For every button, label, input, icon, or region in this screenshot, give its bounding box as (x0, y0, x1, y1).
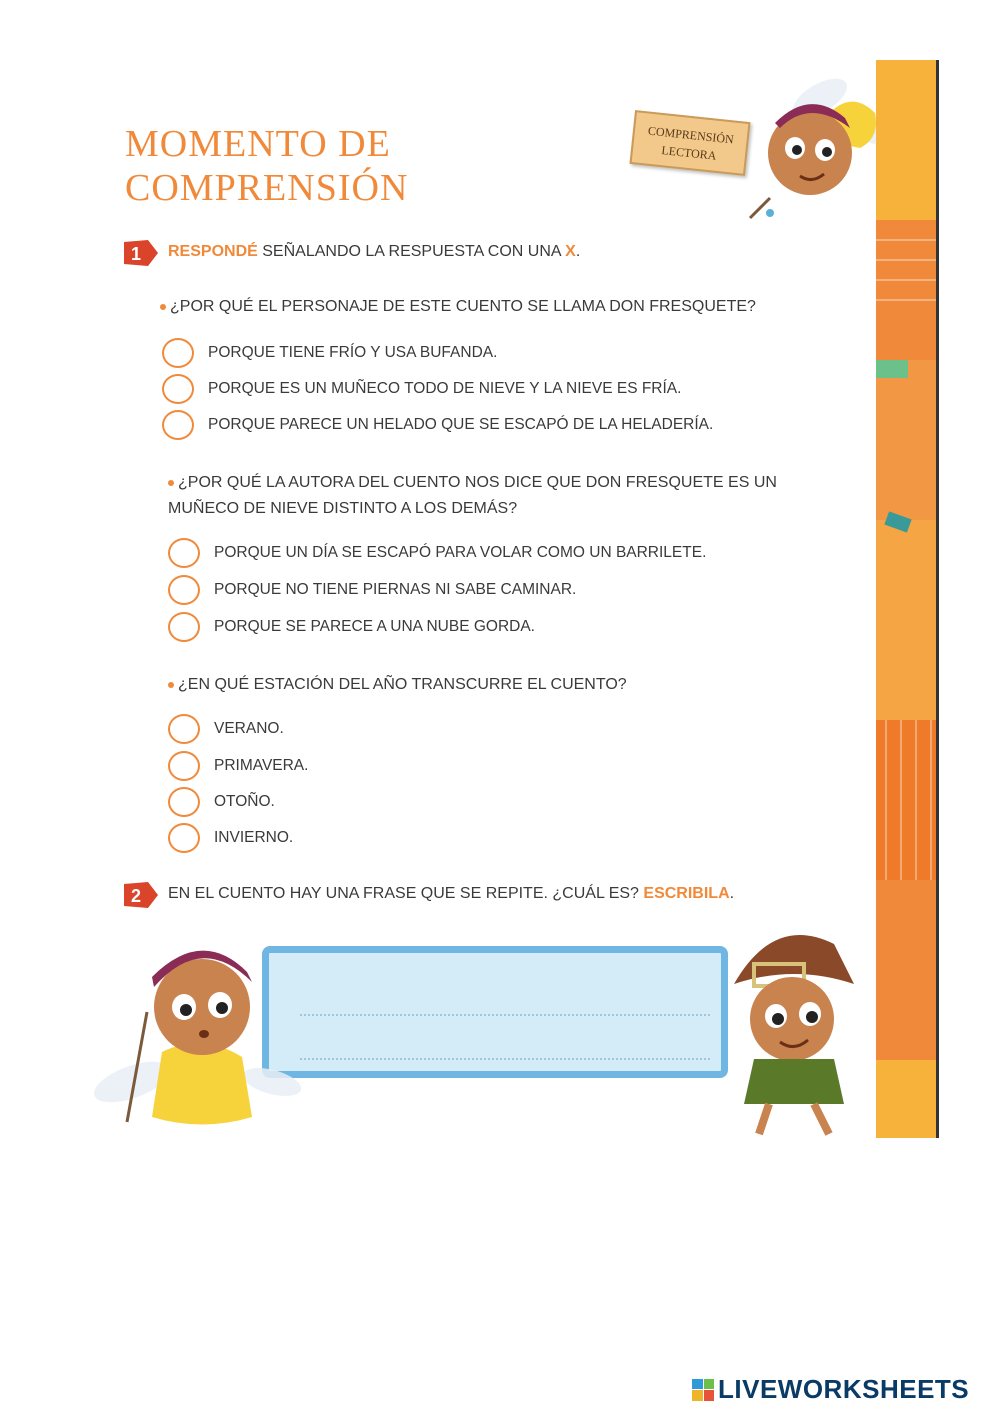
instruction-text: EN EL CUENTO HAY UNA FRASE QUE SE REPITE. ¿CUÁL ES? (168, 885, 644, 902)
option-label: PORQUE NO TIENE PIERNAS NI SABE CAMINAR. (214, 581, 577, 598)
instruction-highlight: ESCRIBILA (643, 885, 730, 902)
answer-checkbox[interactable] (168, 787, 200, 817)
badge-line-2: LECTORA (660, 143, 718, 163)
instruction-end: . (575, 243, 581, 260)
question-3 (168, 672, 627, 698)
question-3-option-3[interactable] (168, 786, 275, 818)
page-title (125, 122, 408, 210)
liveworksheets-logo-icon (692, 1379, 714, 1401)
liveworksheets-logo (692, 1374, 969, 1405)
option-label: PORQUE PARECE UN HELADO QUE SE ESCAPÓ DE LA HELADERÍA. (208, 416, 714, 433)
option-label: PRIMAVERA. (214, 757, 309, 774)
answer-checkbox[interactable] (168, 538, 200, 568)
answer-checkbox[interactable] (162, 374, 194, 404)
option-label: OTOÑO. (214, 793, 275, 810)
answer-checkbox[interactable] (168, 612, 200, 642)
answer-checkbox[interactable] (168, 575, 200, 605)
answer-checkbox[interactable] (168, 823, 200, 853)
instruction-text: SEÑALANDO LA RESPUESTA CON UNA (257, 243, 566, 260)
decorative-side-strip (876, 60, 938, 1138)
bullet-icon (160, 304, 166, 310)
title-line-2: COMPRENSIÓN (125, 167, 409, 209)
badge-line-1: COMPRENSIÓN (647, 123, 735, 147)
instruction-highlight: RESPONDÉ (168, 243, 258, 260)
option-label: PORQUE UN DÍA SE ESCAPÓ PARA VOLAR COMO UN BARRILETE. (214, 544, 707, 561)
bullet-icon (168, 682, 174, 688)
question-2-option-3[interactable] (168, 611, 535, 643)
logo-text: LIVEWORKSHEETS (718, 1374, 970, 1404)
question-1-option-1[interactable] (162, 337, 497, 369)
answer-line-2[interactable] (300, 1058, 710, 1060)
option-label: PORQUE TIENE FRÍO Y USA BUFANDA. (208, 344, 498, 361)
instruction-mark: X (565, 243, 576, 260)
question-1-option-3[interactable] (162, 409, 713, 441)
answer-checkbox[interactable] (162, 338, 194, 368)
option-label: PORQUE ES UN MUÑECO TODO DE NIEVE Y LA NIEVE ES FRÍA. (208, 380, 682, 397)
answer-checkbox[interactable] (168, 751, 200, 781)
question-1-text: ¿POR QUÉ EL PERSONAJE DE ESTE CUENTO SE LLAMA DON FRESQUETE? (170, 298, 756, 315)
elf-right-illustration (714, 924, 874, 1139)
fairy-left-illustration (92, 932, 302, 1137)
question-2-text-line-1: ¿POR QUÉ LA AUTORA DEL CUENTO NOS DICE QUE DON FRESQUETE ES UN (178, 474, 777, 491)
answer-line-1[interactable] (300, 1014, 710, 1016)
question-3-option-4[interactable] (168, 822, 293, 854)
question-2 (168, 470, 777, 522)
section-2-number-text: 2 (130, 886, 142, 906)
question-3-text: ¿EN QUÉ ESTACIÓN DEL AÑO TRANSCURRE EL CUENTO? (178, 676, 627, 693)
section-2-number (120, 880, 160, 910)
section-2-instruction (168, 885, 734, 903)
instruction-end: . (729, 885, 735, 902)
question-2-option-1[interactable] (168, 537, 706, 569)
section-1-number (120, 238, 160, 268)
question-2-text-line-2: MUÑECO DE NIEVE DISTINTO A LOS DEMÁS? (168, 500, 518, 517)
section-1-instruction (168, 243, 580, 261)
question-3-option-2[interactable] (168, 750, 308, 782)
question-1-option-2[interactable] (162, 373, 681, 405)
page-edge-line (936, 60, 939, 1138)
answer-checkbox[interactable] (162, 410, 194, 440)
option-label: VERANO. (214, 720, 284, 737)
answer-checkbox[interactable] (168, 714, 200, 744)
option-label: INVIERNO. (214, 829, 294, 846)
title-line-1: MOMENTO DE (125, 123, 391, 165)
question-1 (160, 294, 756, 320)
section-1-number-text: 1 (130, 244, 142, 264)
comprension-lectora-badge (629, 110, 750, 176)
question-3-option-1[interactable] (168, 713, 284, 745)
bullet-icon (168, 480, 174, 486)
question-2-option-2[interactable] (168, 574, 576, 606)
option-label: PORQUE SE PARECE A UNA NUBE GORDA. (214, 618, 535, 635)
